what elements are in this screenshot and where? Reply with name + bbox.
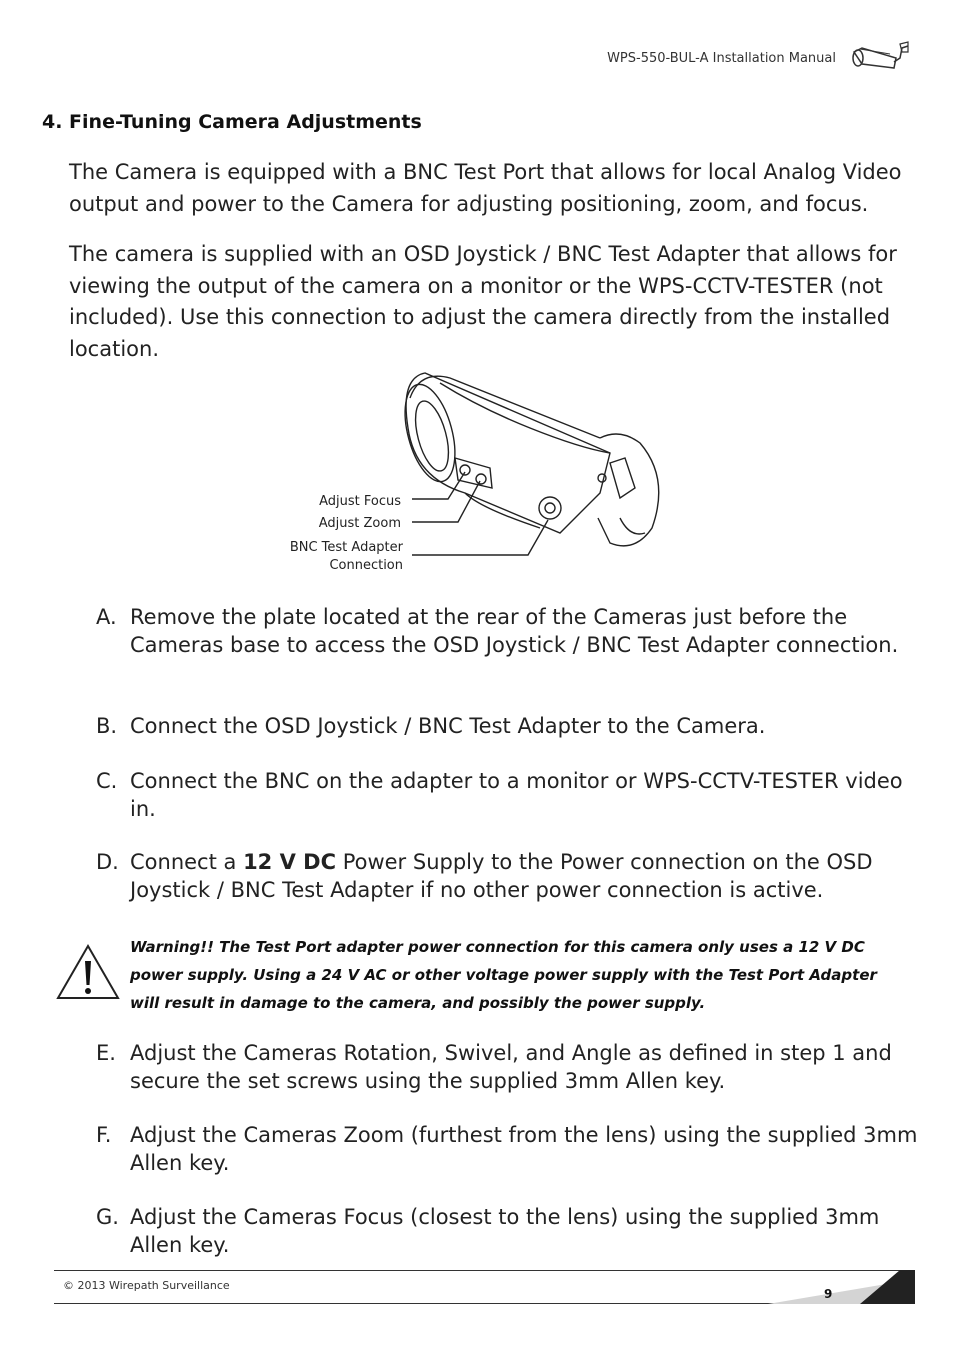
step-text: Connect the BNC on the adapter to a monitor or WPS-CCTV-TESTER video in. [130,769,903,821]
camera-diagram [280,368,680,583]
step-b [96,713,926,741]
step-text: Adjust the Cameras Focus (closest to the lens) using the supplied 3mm Allen key. [130,1205,880,1257]
step-letter: F. [96,1123,112,1147]
warning-text: Warning!! The Test Port adapter power connection for this camera only uses a 12 V DC power supply. Using a 24 V AC or other voltage power supply with the Test Port Adapter will result in damage to the camera, and possibly the power supply. [130,938,877,1012]
step-letter: A. [96,605,117,629]
step-text: Connect the OSD Joystick / BNC Test Adapter to the Camera. [130,714,766,738]
step-d-pre: Connect a [130,850,244,874]
step-text: Adjust the Cameras Zoom (furthest from the lens) using the supplied 3mm Allen key. [130,1123,918,1175]
step-a [96,604,926,659]
step-text [130,849,926,904]
intro-paragraph: The Camera is equipped with a BNC Test Port that allows for local Analog Video output and power to the Camera for adjusting positioning, zoom, and focus. [69,160,902,216]
callout-bnc-line1: BNC Test Adapter [289,540,403,555]
step-letter: G. [96,1205,119,1229]
step-e [96,1040,926,1095]
step-g [96,1204,926,1259]
section-title: 4. Fine-Tuning Camera Adjustments [42,111,422,133]
callout-bnc-line2: Connection [329,558,403,573]
step-d-post: Power Supply to the Power connection on the OSD Joystick / BNC Test Adapter if no other power connection is active. [130,850,873,902]
step-letter: B. [96,714,118,738]
step-letter: C. [96,769,118,793]
step-f [96,1122,926,1177]
callout-adjust-zoom: Adjust Zoom [318,516,401,531]
step-d-voltage: 12 V DC [243,850,337,874]
warning-triangle-icon [55,943,121,1001]
step-letter: E. [96,1041,116,1065]
page-number: 9 [824,1287,833,1301]
step-letter: D. [96,850,119,874]
camera-logo-icon [850,38,910,78]
adapter-paragraph: The camera is supplied with an OSD Joystick / BNC Test Adapter that allows for viewing the output of the camera on a monitor or the WPS-CCTV-TESTER (not included). Use this connection to adjust the camera directly from the installed location. [69,242,897,361]
callout-bnc-connection [290,539,403,575]
step-d [96,849,926,904]
callout-adjust-focus: Adjust Focus [319,494,401,509]
page-tab-graphic [760,1268,920,1306]
footer-copyright: © 2013 Wirepath Surveillance [63,1279,230,1292]
step-c [96,768,926,823]
step-text: Remove the plate located at the rear of the Cameras just before the Cameras base to access the OSD Joystick / BNC Test Adapter connection. [130,605,899,657]
step-text: Adjust the Cameras Rotation, Swivel, and Angle as defined in step 1 and secure the set screws using the supplied 3mm Allen key. [130,1041,892,1093]
header-title: WPS-550-BUL-A Installation Manual [607,51,836,66]
